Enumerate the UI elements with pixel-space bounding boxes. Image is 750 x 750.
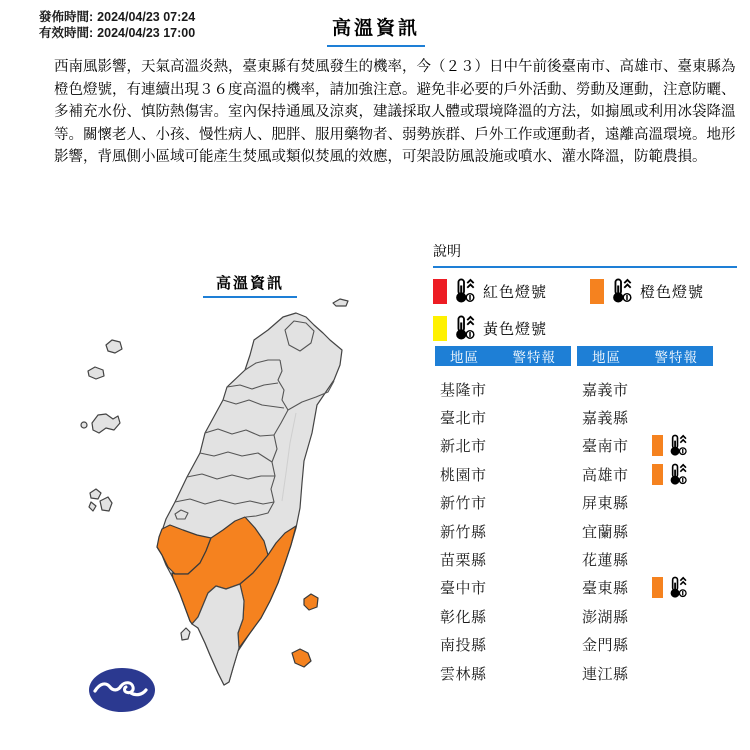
- legend: [433, 241, 737, 341]
- thermometer-icon: [667, 463, 688, 486]
- thermometer-icon: [667, 434, 688, 457]
- table-row: [435, 574, 571, 602]
- table-row: [577, 631, 713, 659]
- orange-light-swatch: [652, 464, 663, 485]
- map-islet-liuqiu: [181, 628, 190, 640]
- region-cell: 桃園市: [440, 466, 487, 484]
- region-table-right: [577, 346, 713, 687]
- region-cell: 宜蘭縣: [582, 523, 629, 541]
- table-row: [577, 489, 713, 517]
- col-warning-label: 警特報: [512, 350, 556, 365]
- region-cell: 連江縣: [582, 665, 629, 683]
- region-cell: 臺南市: [582, 438, 629, 456]
- table-header: [435, 346, 571, 366]
- region-cell: 嘉義市: [582, 381, 629, 399]
- col-region-label: 地區: [592, 350, 621, 365]
- table-row: [435, 403, 571, 431]
- region-cell: 彰化縣: [440, 608, 487, 626]
- yellow-light-swatch: [433, 316, 447, 341]
- orange-thermometer: [652, 576, 688, 599]
- col-warning-label: 警特報: [654, 350, 698, 365]
- region-table-left: [435, 346, 571, 687]
- legend-item-label: 橙色燈號: [640, 283, 705, 301]
- issue-time-line: [39, 9, 195, 25]
- map-islands-penghu-dot: [81, 422, 87, 428]
- page-title: 高溫資訊: [327, 13, 425, 47]
- region-cell: 南投縣: [440, 637, 487, 655]
- orange-thermometer: [652, 434, 688, 457]
- legend-item: [433, 315, 590, 341]
- table-row: [577, 432, 713, 460]
- map-caption: 高溫資訊: [203, 272, 297, 298]
- table-row: [577, 545, 713, 573]
- region-cell: 雲林縣: [440, 665, 487, 683]
- issue-time-label: 發佈時間:: [39, 10, 94, 24]
- table-rows: [435, 375, 571, 687]
- valid-time-line: [39, 25, 195, 41]
- cwa-logo: [87, 666, 157, 714]
- table-row: [577, 659, 713, 687]
- region-cell: 屏東縣: [582, 495, 629, 513]
- warning-description: 西南風影響，天氣高溫炎熱，臺東縣有焚風發生的機率，今（２３）日中午前後臺南市、高雄市、臺東縣為橙色燈號，有連續出現３６度高溫的機率，請加強注意。避免非必要的戶外活動、勞動及運動，注意防曬、多補充水份、慎防熱傷害。室內保持通風及涼爽，建議採取人體或環境降溫的方法，如搧風或利用冰袋降溫等。關懷老人、小孩、慢性病人、肥胖、服用藥物者、弱勢族群、戶外工作或運動者，遠離高溫環境。地形影響，背風側小區域可能產生焚風或類似焚風的效應，可架設防風設施或噴水、灌水降溫，防範農損。: [54, 59, 736, 165]
- table-row: [577, 602, 713, 630]
- legend-item-label: 黃色燈號: [483, 320, 548, 338]
- table-row: [577, 375, 713, 403]
- legend-item: [433, 278, 590, 304]
- map-islet-orchid-island: [292, 649, 311, 667]
- region-cell: 高雄市: [582, 466, 629, 484]
- table-rows: [577, 375, 713, 687]
- orange-light-swatch: [590, 279, 604, 304]
- map-islands-penghu-5: [100, 497, 112, 511]
- map-islet-keelung: [333, 299, 348, 306]
- map-islands-penghu-3: [92, 414, 120, 433]
- legend-item: [590, 278, 737, 304]
- legend-heading: 說明: [433, 241, 737, 268]
- issue-time-value: 2024/04/23 07:24: [97, 10, 196, 24]
- map-islands-penghu-6: [89, 502, 96, 511]
- legend-item-label: 紅色燈號: [483, 283, 548, 301]
- map-islet-green-island: [304, 594, 318, 610]
- map-islands-penghu: [106, 340, 122, 353]
- thermometer-icon: [452, 315, 476, 341]
- table-header: [577, 346, 713, 366]
- table-row: [435, 432, 571, 460]
- region-cell: 臺北市: [440, 410, 487, 428]
- table-row: [435, 489, 571, 517]
- region-cell: 新竹市: [440, 495, 487, 513]
- region-cell: 苗栗縣: [440, 552, 487, 570]
- region-cell: 臺東縣: [582, 580, 629, 598]
- table-row: [435, 375, 571, 403]
- valid-time-value: 2024/04/23 17:00: [97, 26, 196, 40]
- region-cell: 臺中市: [440, 580, 487, 598]
- thermometer-icon: [609, 278, 633, 304]
- orange-thermometer: [652, 463, 688, 486]
- red-light-swatch: [433, 279, 447, 304]
- table-row: [435, 602, 571, 630]
- table-row: [435, 545, 571, 573]
- region-cell: 新北市: [440, 438, 487, 456]
- table-row: [435, 631, 571, 659]
- map-islands-penghu-2: [88, 367, 104, 379]
- valid-time-label: 有效時間:: [39, 26, 94, 40]
- table-row: [577, 517, 713, 545]
- region-cell: 花蓮縣: [582, 552, 629, 570]
- region-cell: 基隆市: [440, 381, 487, 399]
- region-cell: 金門縣: [582, 637, 629, 655]
- orange-light-swatch: [652, 577, 663, 598]
- region-cell: 新竹縣: [440, 523, 487, 541]
- table-row: [577, 574, 713, 602]
- region-cell: 嘉義縣: [582, 410, 629, 428]
- thermometer-icon: [667, 576, 688, 599]
- thermometer-icon: [452, 278, 476, 304]
- region-cell: 澎湖縣: [582, 608, 629, 626]
- map-islands-penghu-4: [90, 489, 101, 499]
- taiwan-warning-map: [78, 283, 388, 708]
- table-row: [577, 403, 713, 431]
- table-row: [435, 460, 571, 488]
- table-row: [435, 517, 571, 545]
- orange-light-swatch: [652, 435, 663, 456]
- table-row: [577, 460, 713, 488]
- legend-items: [433, 278, 737, 341]
- col-region-label: 地區: [450, 350, 479, 365]
- table-row: [435, 659, 571, 687]
- bulletin-times: [39, 9, 195, 41]
